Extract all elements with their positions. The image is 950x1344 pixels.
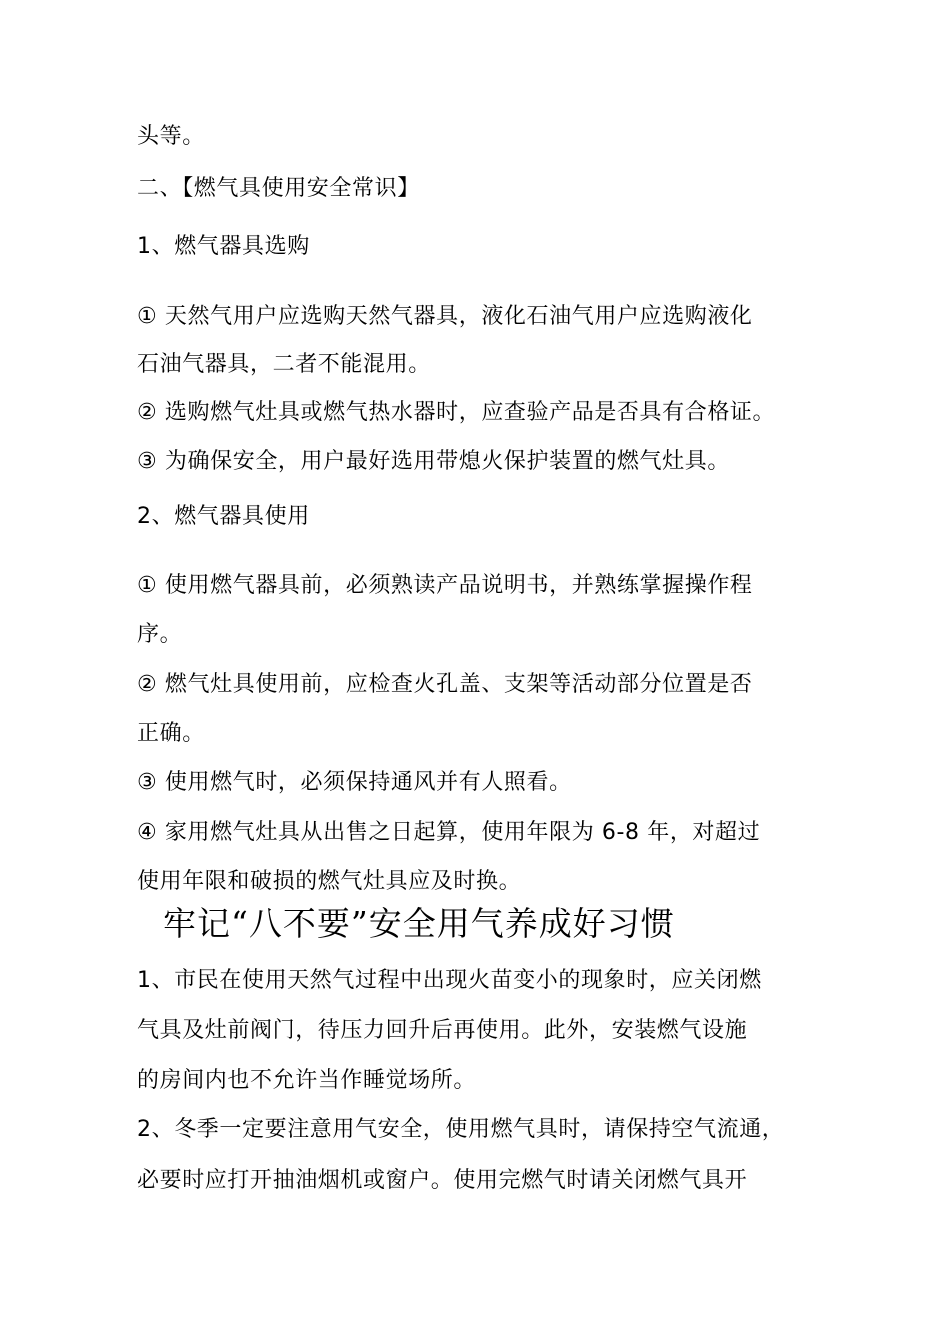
text-line: 1、市民在使用天然气过程中出现火苗变小的现象时，应关闭燃 (137, 968, 762, 993)
text-line: 2、冬季一定要注意用气安全，使用燃气具时，请保持空气流通， (137, 1117, 785, 1142)
title-heading: 牢记“八不要”安全用气养成好习惯 (163, 904, 675, 943)
text-line: ② 燃气灶具使用前，应检查火孔盖、支架等活动部分位置是否 (137, 672, 753, 697)
text-line: ① 天然气用户应选购天然气器具，液化石油气用户应选购液化 (137, 304, 753, 329)
text-line: ④ 家用燃气灶具从出售之日起算，使用年限为 6-8 年，对超过 (137, 820, 761, 845)
subsection-heading: 1、燃气器具选购 (137, 234, 310, 259)
text-line: 头等。 (137, 124, 205, 149)
text-line: 气具及灶前阀门，待压力回升后再使用。此外，安装燃气设施 (137, 1018, 748, 1043)
text-line: 序。 (137, 622, 183, 647)
text-line: 石油气器具，二者不能混用。 (137, 352, 431, 377)
text-line: 必要时应打开抽油烟机或窗户。使用完燃气时请关闭燃气具开 (137, 1168, 748, 1193)
section-heading: 二、【燃气具使用安全常识】 (137, 176, 420, 201)
subsection-heading: 2、燃气器具使用 (137, 504, 310, 529)
text-line: ③ 为确保安全，用户最好选用带熄火保护装置的燃气灶具。 (137, 449, 730, 474)
text-line: 的房间内也不允许当作睡觉场所。 (137, 1068, 477, 1093)
text-line: ① 使用燃气器具前，必须熟读产品说明书，并熟练掌握操作程 (137, 573, 753, 598)
text-line: 使用年限和破损的燃气灶具应及时换。 (137, 869, 522, 894)
text-line: 正确。 (137, 721, 205, 746)
text-line: ③ 使用燃气时，必须保持通风并有人照看。 (137, 770, 572, 795)
text-line: ② 选购燃气灶具或燃气热水器时，应查验产品是否具有合格证。 (137, 400, 776, 425)
